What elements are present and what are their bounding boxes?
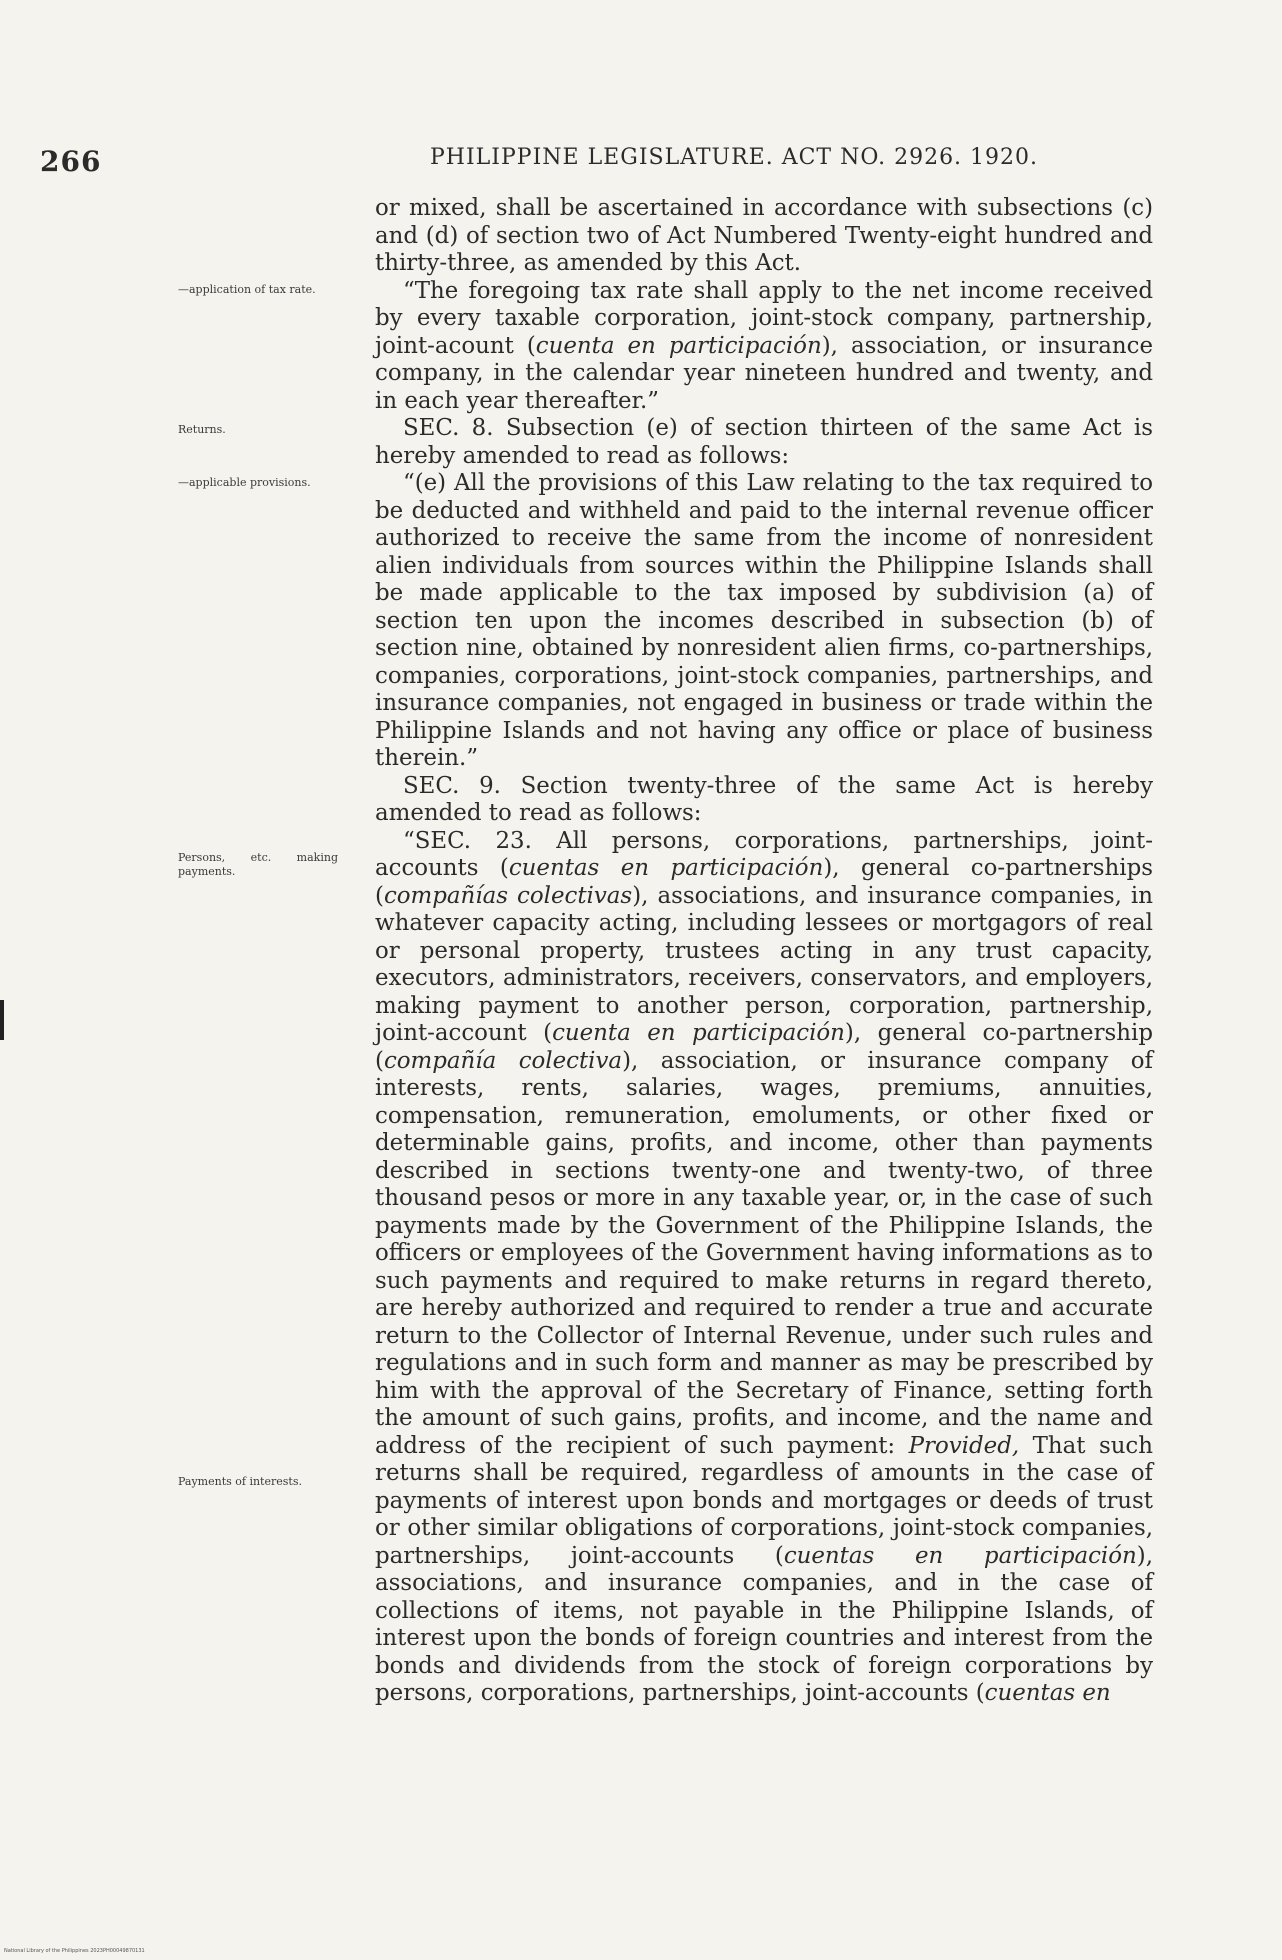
margin-note-application-of-tax-rate: —application of tax rate. (178, 283, 316, 296)
paragraph-continuation: or mixed, shall be ascertained in accordance with subsections (c) and (d) of section two of Act Numbered Twenty-eight hundred and thirty-three, as amended by this Act. (375, 195, 1153, 276)
margin-note-payments-of-interests: Payments of interests. (178, 1475, 302, 1488)
margin-note-persons-making-payments: Persons, etc. making payments. (178, 851, 338, 878)
scan-edge-mark (0, 1000, 4, 1040)
page-number: 266 (40, 145, 102, 178)
library-imprint: National Library of the Philippines 2023PH00049870131 (4, 1948, 145, 1954)
margin-note-applicable-provisions: —applicable provisions. (178, 476, 311, 489)
paragraph-subsection-e: “(e) All the provisions of this Law relating to the tax required to be deducted and withheld and paid to the internal revenue officer authorized to receive the same from the income of nonresident alien individuals from sources within the Philippine Islands shall be made applicable to the tax imposed by subdivision (a) of section ten upon the incomes described in subsection (b) of section nine, obtained by nonresident alien firms, co-partnerships, companies, corporations, joint-stock companies, partnerships, and insurance companies, not engaged in business or trade within the Philippine Islands and not having any office or place of business therein.” (375, 470, 1153, 771)
body-text (375, 195, 1153, 1708)
paragraph-sec-8: SEC. 8. Subsection (e) of section thirteen of the same Act is hereby amended to read as follows: (375, 415, 1153, 469)
paragraph-tax-rate: “The foregoing tax rate shall apply to the net income received by every taxable corporation, joint-stock company, partnership, joint-acount (cuenta en participación), association, or insurance company, in the calendar year nineteen hundred and twenty, and in each year thereafter.” (375, 277, 1154, 414)
margin-note-returns: Returns. (178, 423, 226, 436)
paragraph-sec-23: “SEC. 23. All persons, corporations, partnerships, joint-accounts (cuentas en participación), general co-partnerships (compañías colectivas), associations, and insurance companies, in whatever capacity acting, including lessees or mortgagors of real or personal property, trustees acting in any trust capacity, executors, administrators, receivers, conservators, and employers, making payment to another person, corporation, partnership, joint-account (cuenta en participación), general co-partnership (compañía colectiva), association, or insurance company of interests, rents, salaries, wages, premiums, annuities, compensation, remuneration, emoluments, or other fixed or determinable gains, profits, and income, other than payments described in sections twenty-one and twenty-two, of three thousand pesos or more in any taxable year, or, in the case of such payments made by the Government of the Philippine Islands, the officers or employees of the Government having informations as to such payments and required to make returns in regard thereto, are hereby authorized and required to render a true and accurate return to the Collector of Internal Revenue, under such rules and regulations and in such form and manner as may be prescribed by him with the approval of the Secretary of Finance, setting forth the amount of such gains, profits, and income, and the name and address of the recipient of such payment: Provided, That such returns shall be required, regardless of amounts in the case of payments of interest upon bonds and mortgages or deeds of trust or other similar obligations of corporations, joint-stock companies, partnerships, joint-accounts (cuentas en participación), associations, and insurance companies, and in the case of collections of items, not payable in the Philippine Islands, of interest upon the bonds of foreign countries and interest from the bonds and dividends from the stock of foreign corporations by persons, corporations, partnerships, joint-accounts (cuentas en (375, 827, 1153, 1706)
paragraph-sec-9: SEC. 9. Section twenty-three of the same Act is hereby amended to read as follows: (375, 772, 1153, 826)
running-head: PHILIPPINE LEGISLATURE. ACT NO. 2926. 1920. (430, 145, 1039, 170)
